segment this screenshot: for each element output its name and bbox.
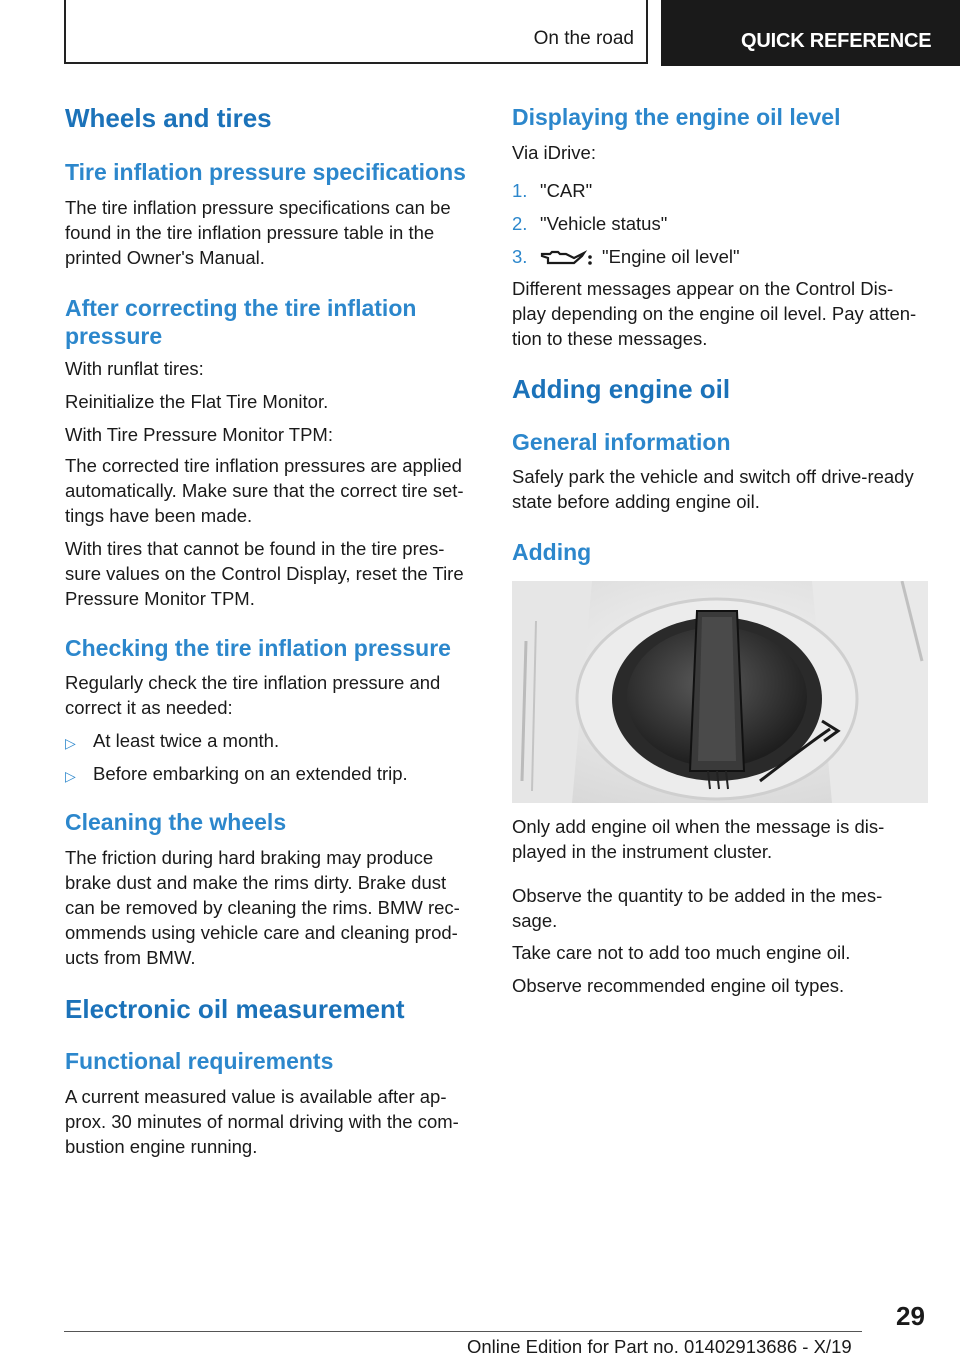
heading-adding: Adding — [512, 539, 592, 565]
step-number: 2. — [512, 213, 528, 234]
page-number: 29 — [896, 1301, 925, 1331]
paragraph-functional: A current measured value is available after ap- prox. 30 minutes of normal driving with the com- bustion engine running. — [65, 1086, 459, 1157]
heading-functional-requirements: Functional requirements — [65, 1048, 334, 1074]
paragraph-runflat: With runflat tires: — [65, 358, 204, 379]
footer-divider — [64, 1331, 862, 1332]
heading-wheels-and-tires: Wheels and tires — [65, 103, 272, 133]
paragraph-cleaning: The friction during hard braking may produce brake dust and make the rims dirty. Brake dust can be removed by cleaning the rims. BMW rec- ommends using vehicle care and cleaning prod- ucts from BMW. — [65, 847, 460, 968]
paragraph-general: Safely park the vehicle and switch off drive-ready state before adding engine oil. — [512, 466, 914, 512]
heading-checking: Checking the tire inflation pressure — [65, 635, 451, 661]
paragraph-only-add: Only add engine oil when the message is dis- played in the instrument cluster. — [512, 816, 885, 862]
step-item: 3. "Engine oil level" — [512, 246, 740, 267]
paragraph-different-messages: Different messages appear on the Control Dis- play depending on the engine oil level. Pay atten- tion to these messages. — [512, 278, 917, 349]
heading-electronic-oil: Electronic oil measurement — [65, 994, 405, 1024]
heading-after-correcting: After correcting the tire inflation pressure — [65, 295, 417, 349]
paragraph-take-care: Take care not to add too much engine oil. — [512, 942, 851, 963]
heading-cleaning-wheels: Cleaning the wheels — [65, 809, 287, 835]
heading-general-information: General information — [512, 429, 731, 455]
list-item: ▷ At least twice a month. — [65, 728, 485, 753]
paragraph-observe-quantity: Observe the quantity to be added in the mes- sage. — [512, 885, 883, 931]
oil-filler-cap-illustration — [512, 581, 928, 803]
bullet-triangle-icon: ▷ — [65, 735, 76, 751]
heading-displaying-oil-level: Displaying the engine oil level — [512, 104, 841, 130]
paragraph-regularly: Regularly check the tire inflation pressure and correct it as needed: — [65, 672, 441, 718]
oil-can-icon — [540, 249, 594, 267]
section-title: On the road — [533, 28, 634, 49]
paragraph-tpm: With Tire Pressure Monitor TPM: — [65, 424, 333, 445]
paragraph-observe-types: Observe recommended engine oil types. — [512, 975, 845, 996]
quick-reference-tab[interactable]: QUICK REFERENCE — [661, 0, 960, 66]
paragraph-specs: The tire inflation pressure specifications can be found in the tire inflation pressure table in the printed Owner's Manual. — [65, 197, 451, 268]
step-number: 1. — [512, 180, 528, 201]
header-left-frame — [64, 0, 648, 64]
step-number: 3. — [512, 246, 528, 267]
step-item: 2. "Vehicle status" — [512, 213, 668, 234]
step-item: 1. "CAR" — [512, 180, 593, 201]
edition-text: Online Edition for Part no. 01402913686 - X/19 — [467, 1336, 852, 1357]
list-item: ▷ Before embarking on an extended trip. — [65, 761, 485, 786]
paragraph-via-idrive: Via iDrive: — [512, 142, 596, 163]
paragraph-not-found: With tires that cannot be found in the tire pres- sure values on the Control Display, reset the Tire Pressure Monitor TPM. — [65, 538, 464, 609]
paragraph-reinitialize: Reinitialize the Flat Tire Monitor. — [65, 391, 329, 412]
paragraph-corrected: The corrected tire inflation pressures are applied automatically. Make sure that the correct tire set- tings have been made. — [65, 455, 464, 526]
oil-filler-cap-image — [512, 581, 928, 803]
heading-adding-engine-oil: Adding engine oil — [512, 374, 731, 404]
bullet-triangle-icon: ▷ — [65, 768, 76, 784]
heading-tire-pressure-specs: Tire inflation pressure specifications — [65, 159, 466, 185]
